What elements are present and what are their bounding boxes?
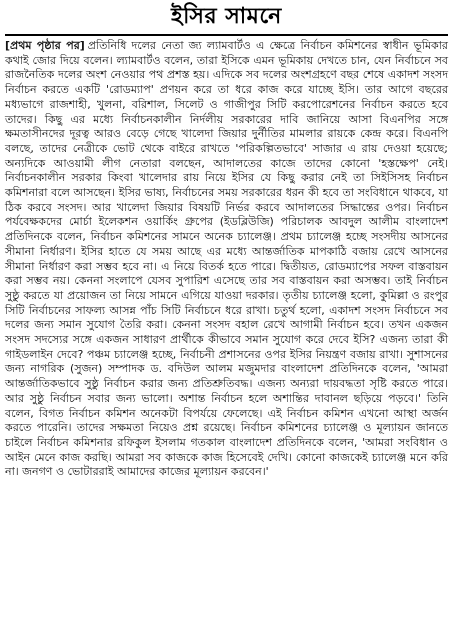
article-body bbox=[5, 36, 448, 480]
article-headline: ইসির সামনে bbox=[5, 0, 448, 36]
continued-from-front-page-tag: [প্রথম পৃষ্ঠার পর] bbox=[5, 39, 85, 52]
article-text: প্রতিনিধি দলের নেতা জ্য ল্যামবার্টও এ ক্ষেত্রে নির্বাচন কমিশনের স্বাধীন ভূমিকার কথাই জোর দিয়ে বলেন। ল্যামবার্টও বলেন, তারা ইসিকে এমন ভূমিকায় দেখতে চান, যেন নির্বাচনে সব রাজনৈতিক দলের অংশ নেওয়ার পথ প্রশস্ত হয়। এদিকে সব দলের অংশগ্রহণে বছর শেষে একাদশ সংসদ নির্বাচন করতে একটি 'রোডম্যাপ' প্রণয়ন করে তা ধরে কাজ করে যাচ্ছে ইসি। তার আগে বছরের মধ্যভাগে রাজশাহী, খুলনা, বরিশাল, সিলেট ও গাজীপুর সিটি করপোরেশনের নির্বাচন করতে হবে তাদের। কিছু এর মধ্যে নির্বাচনকালীন নির্দলীয় সরকারের দাবি জানিয়ে আসা বিএনপির সঙ্গে ক্ষমতাসীনদের দূরত্ব আরও বেড়ে গেছে খালেদা জিয়ার দুর্নীতির মামলার রায়কে কেন্দ্র করে। বিএনপি বলছে, তাদের নেত্রীকে ভোট থেকে বাইরে রাখতে 'পরিকল্পিতভাবে' সাজার এ রায় দেওয়া হয়েছে; অন্যদিকে আওয়ামী লীগ নেতারা বলছেন, আদালতের কাজে তাদের কোনো 'হস্তক্ষেপ' নেই। নির্বাচনকালীন সরকার কিংবা খালেদার রায় নিয়ে ইসির যে কিছু করার নেই তা সিইসিসহ নির্বাচন কমিশনারা বলে আসছেন। ইসির ভাষ্য, নির্বাচনের সময় সরকারের ধরন কী হবে তা সংবিধানে থাকবে, যা ঠিক করবে সংসদ। আর খালেদা জিয়ার বিষয়টি নির্ভর করবে আদালতের সিদ্ধান্তের ওপর। নির্বাচন পর্যবেক্ষকদের মোর্চা ইলেকশন ওয়ার্কিং গ্রুপের (ইডব্লিউজি) পরিচালক আবদুল আলীম বাংলাদেশ প্রতিদিনকে বলেন, নির্বাচন কমিশনের সামনে অনেক চ্যালেঞ্জ। প্রথম চ্যালেঞ্জ হচ্ছে সংসদীয় আসনের সীমানা নির্ধারণ। ইসির হাতে যে সময় আছে এর মধ্যে আন্তর্জাতিক মাপকাঠি বজায় রেখে আসনের সীমানা নির্ধারণ করা সম্ভব হবে না। এ নিয়ে বিতর্ক হতে পারে। দ্বিতীয়ত, রোডম্যাপের সফল বাস্তবায়ন করা সম্ভব নয়। কেননা সংলাপে যেসব সুপারিশ এসেছে তার সব বাস্তবায়ন করা অসম্ভব। তাই নির্বাচন সুষ্ঠু করতে যা প্রয়োজন তা নিয়ে সামনে এগিয়ে যাওয়া দরকার। তৃতীয় চ্যালেঞ্জ হলো, কুমিল্লা ও রংপুর সিটি নির্বাচনের সাফল্য আসন্ন পাঁচ সিটি নির্বাচনে ধরে রাখা। চতুর্থ হলো, একাদশ সংসদ নির্বাচনে সব দলের জন্য সমান সুযোগ তৈরি করা। কেননা সংসদ বহাল রেখে আগামী নির্বাচন হবে। তখন একজন সংসদ সদস্যের সঙ্গে একজন সাধারণ প্রার্থীকে কীভাবে সমান সুযোগ করে দেবে ইসি? এজন্য তারা কী গাইডলাইন দেবে? পঞ্চম চ্যালেঞ্জ হচ্ছে, নির্বাচনী প্রশাসনের ওপর ইসির নিয়ন্ত্রণ বজায় রাখা। সুশাসনের জন্য নাগরিক (সুজন) সম্পাদক ড. বদিউল আলম মজুমদার বাংলাদেশ প্রতিদিনকে বলেন, 'আমরা আন্তর্জাতিকভাবে সুষ্ঠু নির্বাচন করার জন্য প্রতিশ্রুতিবদ্ধ। এজন্য অন্যরা দায়বদ্ধতা সৃষ্টি করতে পারে। আর সুষ্ঠু নির্বাচন সবার জন্য ভালো। অশান্ত নির্বাচন হলে অশান্তির দাবানল ছড়িয়ে পড়বে।' তিনি বলেন, বিগত নির্বাচন কমিশন অনেকটা বিপর্যয়ে ফেলেছে। এই নির্বাচন কমিশন এখনো আস্থা অর্জন করতে পারেনি। তাদের সক্ষমতা নিয়েও প্রশ্ন রয়েছে। নির্বাচন কমিশনের চ্যালেঞ্জ ও মূল্যায়ন জানতে চাইলে নির্বাচন কমিশনার রফিকুল ইসলাম গতকাল বাংলাদেশ প্রতিদিনকে বলেন, 'আমরা সংবিধান ও আইন মেনে কাজ করছি। আমরা সব কাজকে কাজ হিসেবেই দেখি। কোনো কাজকেই চ্যালেঞ্জ মনে করি না। জনগণ ও ভোটাররাই আমাদের কাজের মূল্যায়ন করবেন।' bbox=[5, 39, 448, 479]
